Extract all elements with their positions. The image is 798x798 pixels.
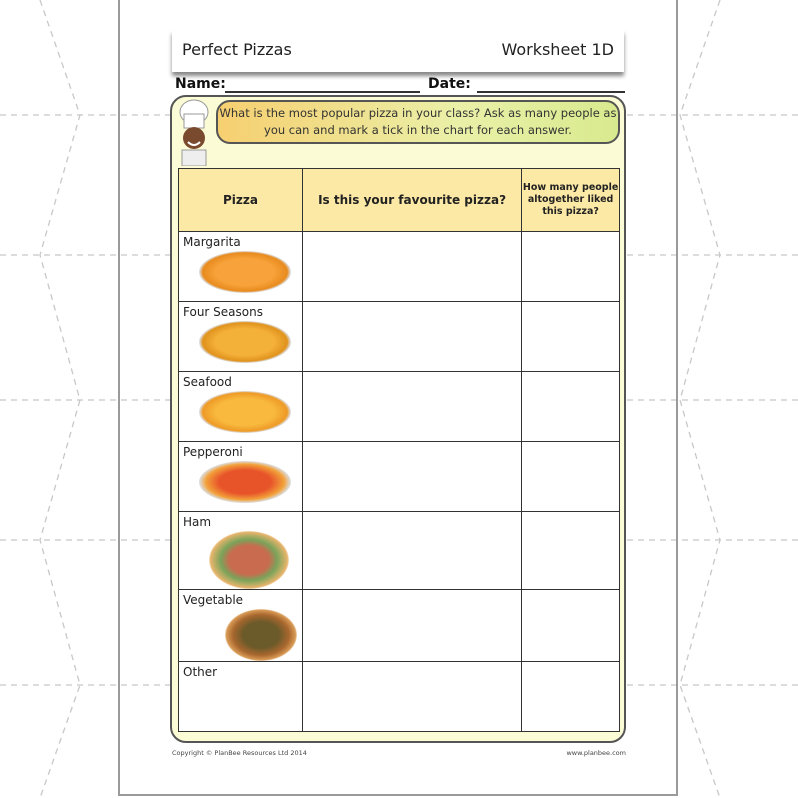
ham-pizza-icon xyxy=(209,531,289,589)
total-cell[interactable] xyxy=(522,512,620,590)
instruction-bubble: What is the most popular pizza in your class? Ask as many people as you can and mark a tick in the chart for each answer. xyxy=(216,100,620,144)
name-label: Name: xyxy=(175,76,226,92)
date-line[interactable] xyxy=(477,91,625,93)
total-cell[interactable] xyxy=(522,590,620,662)
four-seasons-pizza-icon xyxy=(199,321,291,363)
margarita-pizza-icon xyxy=(199,251,291,293)
total-cell[interactable] xyxy=(522,662,620,732)
table-row xyxy=(179,590,620,662)
copyright-text: Copyright © PlanBee Resources Ltd 2014 xyxy=(172,749,307,757)
pizza-name: Margarita xyxy=(183,235,241,249)
total-cell[interactable] xyxy=(522,302,620,372)
table-row xyxy=(179,512,620,590)
favourite-tick-cell[interactable] xyxy=(302,512,521,590)
total-cell[interactable] xyxy=(522,232,620,302)
seafood-pizza-icon xyxy=(199,391,291,433)
favourite-tick-cell[interactable] xyxy=(302,662,521,732)
pizza-name: Ham xyxy=(183,515,212,529)
header-favourite: Is this your favourite pizza? xyxy=(302,169,521,232)
date-label: Date: xyxy=(428,76,471,92)
table-header-row xyxy=(179,169,620,232)
pizza-tally-table xyxy=(178,168,620,732)
worksheet-title: Perfect Pizzas xyxy=(182,40,292,59)
website-link[interactable]: www.planbee.com xyxy=(566,749,626,757)
table-row xyxy=(179,662,620,732)
pizza-name: Four Seasons xyxy=(183,305,263,319)
favourite-tick-cell[interactable] xyxy=(302,442,521,512)
favourite-tick-cell[interactable] xyxy=(302,590,521,662)
header-total: How many people altogether liked this pizza? xyxy=(522,169,620,232)
name-line[interactable] xyxy=(225,91,420,93)
header-pizza: Pizza xyxy=(179,169,303,232)
total-cell[interactable] xyxy=(522,372,620,442)
pizza-name: Pepperoni xyxy=(183,445,243,459)
pizza-name: Other xyxy=(183,665,218,679)
table-row xyxy=(179,302,620,372)
name-date-row xyxy=(175,76,625,92)
chef-icon xyxy=(174,98,214,166)
total-cell[interactable] xyxy=(522,442,620,512)
favourite-tick-cell[interactable] xyxy=(302,372,521,442)
favourite-tick-cell[interactable] xyxy=(302,302,521,372)
worksheet-number: Worksheet 1D xyxy=(501,40,614,59)
table-row xyxy=(179,232,620,302)
pepperoni-pizza-icon xyxy=(199,461,291,503)
pizza-name: Seafood xyxy=(183,375,232,389)
table-row xyxy=(179,442,620,512)
pizza-name: Vegetable xyxy=(183,593,244,607)
table-row xyxy=(179,372,620,442)
vegetable-pizza-icon xyxy=(225,609,297,661)
favourite-tick-cell[interactable] xyxy=(302,232,521,302)
